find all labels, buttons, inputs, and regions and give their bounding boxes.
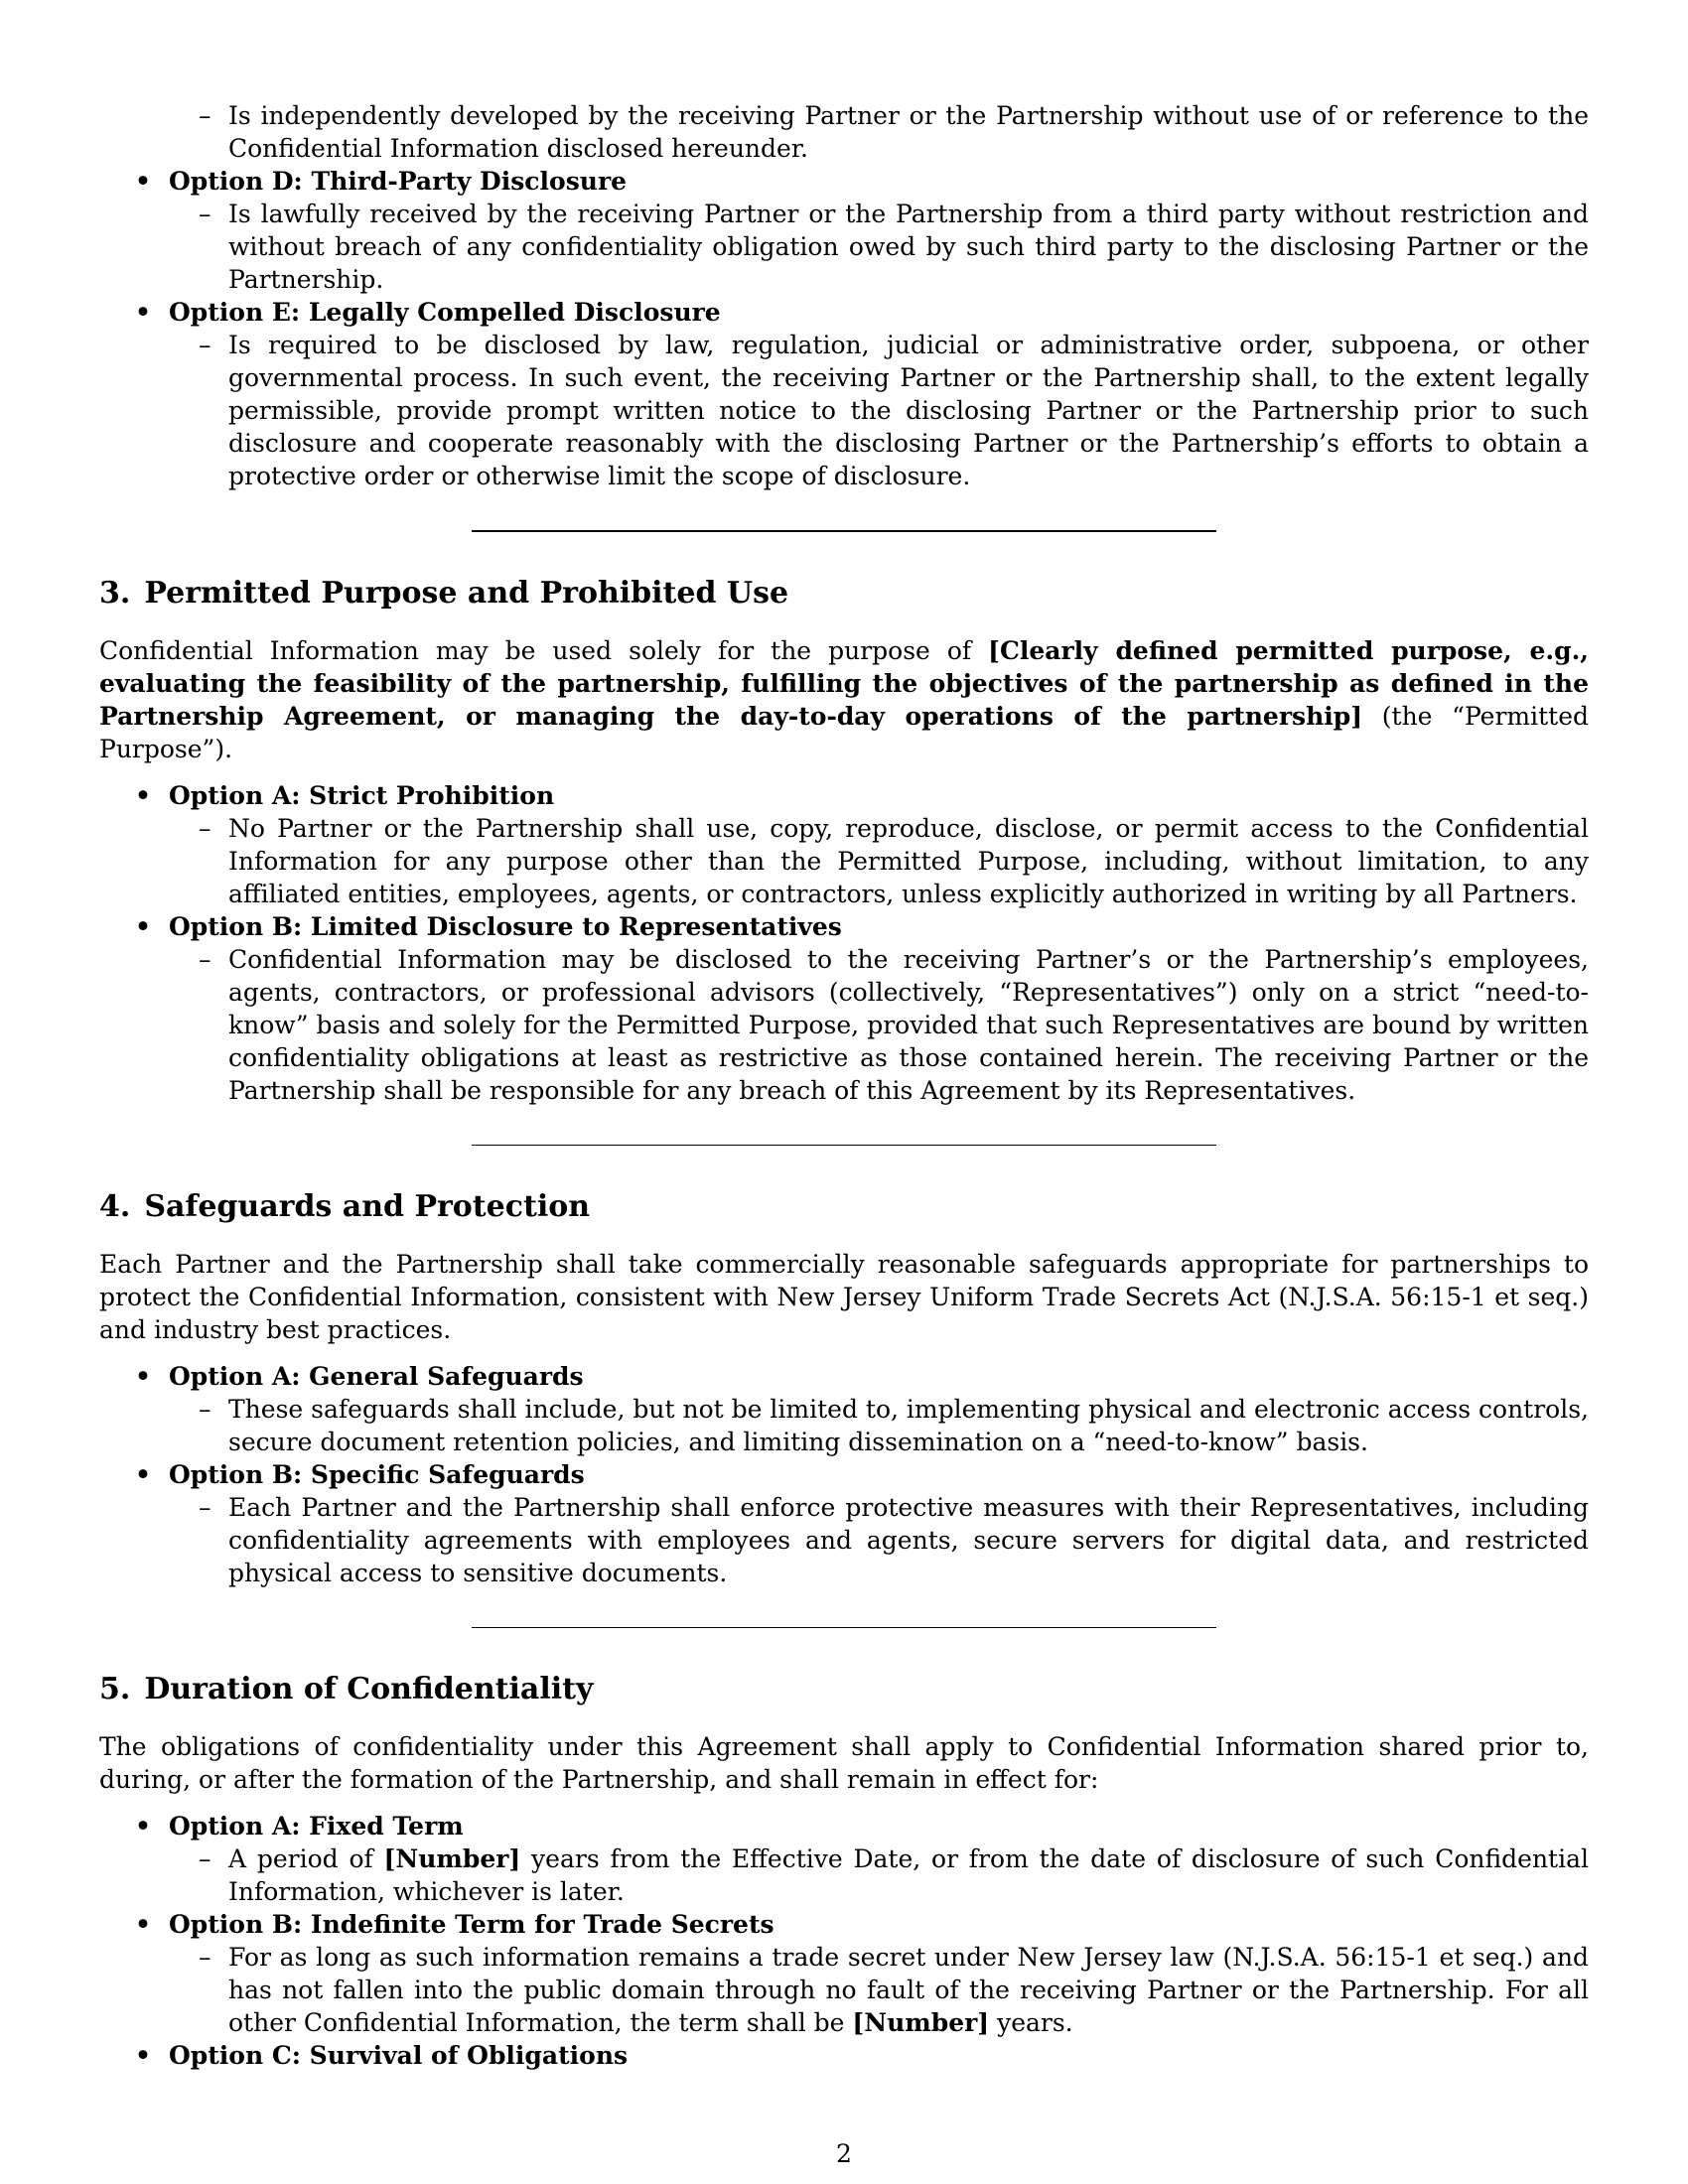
option-text: – Confidential Information may be disclosed to the receiving Partner’s or the Partnership’s employees, agents, contractors, or professional advisors (collectively, “Representatives”) only on a strict “need-to-know” basis and solely for the Permitted Purpose, provided that such Representatives are bound by written confidentiality obligations at least as restrictive as those contained herein. The receiving Partner or the Partnership shall be responsible for any breach of this Agreement by its Representatives. — [169, 943, 1589, 1107]
option-label: Option A: Strict Prohibition — [169, 781, 555, 810]
option-label: Option D: Third-Party Disclosure — [169, 167, 628, 196]
section-divider — [472, 1627, 1216, 1628]
option-text-part: A period of — [228, 1844, 384, 1873]
option-item — [99, 165, 1589, 296]
section-title: Safeguards and Protection — [144, 1189, 591, 1224]
section-number: 3. — [99, 576, 131, 611]
intro-bold: [Clearly defined permitted purpose, e.g., evaluating the feasibility of the partnership, fulfilling the objectives of the partnership as defined in the Partnership Agreement, or managing the day-to-day operations of the partnership] — [99, 636, 1589, 731]
section-number: 5. — [99, 1672, 131, 1706]
option-text: – Is required to be disclosed by law, regulation, judicial or administrative order, subpoena, or other governmental process. In such event, the receiving Partner or the Partnership shall, to the extent legally permissible, provide prompt written notice to the disclosing Partner or the Partnership prior to such disclosure and cooperate reasonably with the disclosing Partner or the Partnership’s efforts to obtain a protective order or otherwise limit the scope of disclosure. — [169, 329, 1589, 492]
option-label: Option B: Limited Disclosure to Representatives — [169, 912, 842, 941]
section-intro: Each Partner and the Partnership shall take commercially reasonable safeguards appropriate for partnerships to protect the Confidential Information, consistent with New Jersey Uniform Trade Secrets Act (N.J.S.A. 56:15-1 et seq.) and industry best practices. — [99, 1250, 1589, 1344]
option-label: Option B: Specific Safeguards — [169, 1460, 585, 1489]
option-text — [169, 1941, 1589, 2039]
option-item — [99, 1810, 1589, 1908]
option-text-part: years. — [989, 2008, 1073, 2037]
section-divider — [472, 530, 1216, 532]
option-text: – These safeguards shall include, but not be limited to, implementing physical and electronic access controls, secure document retention policies, and limiting dissemination on a “need-to-know” basis. — [169, 1393, 1589, 1458]
continued-sublist — [99, 99, 1589, 165]
option-label: Option E: Legally Compelled Disclosure — [169, 298, 721, 327]
section-heading — [99, 1188, 1589, 1226]
intro-text: Confidential Information may be used solely for the purpose of — [99, 636, 989, 665]
option-item — [99, 1360, 1589, 1458]
section-title: Duration of Confidentiality — [144, 1672, 594, 1706]
section-number: 4. — [99, 1189, 131, 1224]
section2-options — [99, 165, 1589, 492]
section-intro: The obligations of confidentiality under this Agreement shall apply to Confidential Information shared prior to, during, or after the formation of the Partnership, and shall remain in effect for: — [99, 1732, 1589, 1794]
section-heading — [99, 575, 1589, 613]
placeholder-number: [Number] — [852, 2008, 990, 2037]
placeholder-number: [Number] — [383, 1844, 521, 1873]
option-item — [99, 910, 1589, 1107]
section4-options — [99, 1360, 1589, 1589]
option-label: Option B: Indefinite Term for Trade Secrets — [169, 1910, 774, 1939]
section-title: Permitted Purpose and Prohibited Use — [144, 576, 789, 611]
section-heading — [99, 1671, 1589, 1708]
document-page — [99, 99, 1589, 2072]
section3-options — [99, 779, 1589, 1107]
section5-options — [99, 1810, 1589, 2072]
option-item — [99, 779, 1589, 910]
option-label: Option C: Survival of Obligations — [169, 2041, 629, 2070]
option-text: – No Partner or the Partnership shall use, copy, reproduce, disclose, or permit access to the Confidential Information for any purpose other than the Permitted Purpose, including, without limitation, to any affiliated entities, employees, agents, or contractors, unless explicitly authorized in writing by all Partners. — [169, 812, 1589, 910]
option-text — [169, 1843, 1589, 1908]
intro-text: (the “Permitted Purpose”). — [99, 702, 1589, 763]
option-item — [99, 1908, 1589, 2039]
option-label: Option A: General Safeguards — [169, 1362, 584, 1391]
option-item — [99, 2039, 1589, 2072]
option-text: – Is lawfully received by the receiving Partner or the Partnership from a third party without restriction and without breach of any confidentiality obligation owed by such third party to the disclosing Partner or the Partnership. — [169, 198, 1589, 296]
continued-sub-item: – Is independently developed by the receiving Partner or the Partnership without use of or reference to the Confidential Information disclosed hereunder. — [99, 99, 1589, 165]
section-divider — [472, 1145, 1216, 1146]
option-text-part: years from the Effective Date, or from the date of disclosure of such Confidential Information, whichever is later. — [228, 1844, 1590, 1906]
option-item — [99, 296, 1589, 492]
option-label: Option A: Fixed Term — [169, 1812, 464, 1841]
option-text: – Each Partner and the Partnership shall enforce protective measures with their Representatives, including confidentiality agreements with employees and agents, secure servers for digital data, and restricted physical access to sensitive documents. — [169, 1491, 1589, 1589]
option-text-part: For as long as such information remains a trade secret under New Jersey law (N.J.S.A. 56:15-1 et seq.) and has not fallen into the public domain through no fault of the receiving Partner or the Partnership. For all other Confidential Information, the term shall be — [228, 1943, 1589, 2037]
page-number: 2 — [836, 2139, 852, 2168]
option-item — [99, 1458, 1589, 1589]
section-intro — [99, 634, 1589, 765]
